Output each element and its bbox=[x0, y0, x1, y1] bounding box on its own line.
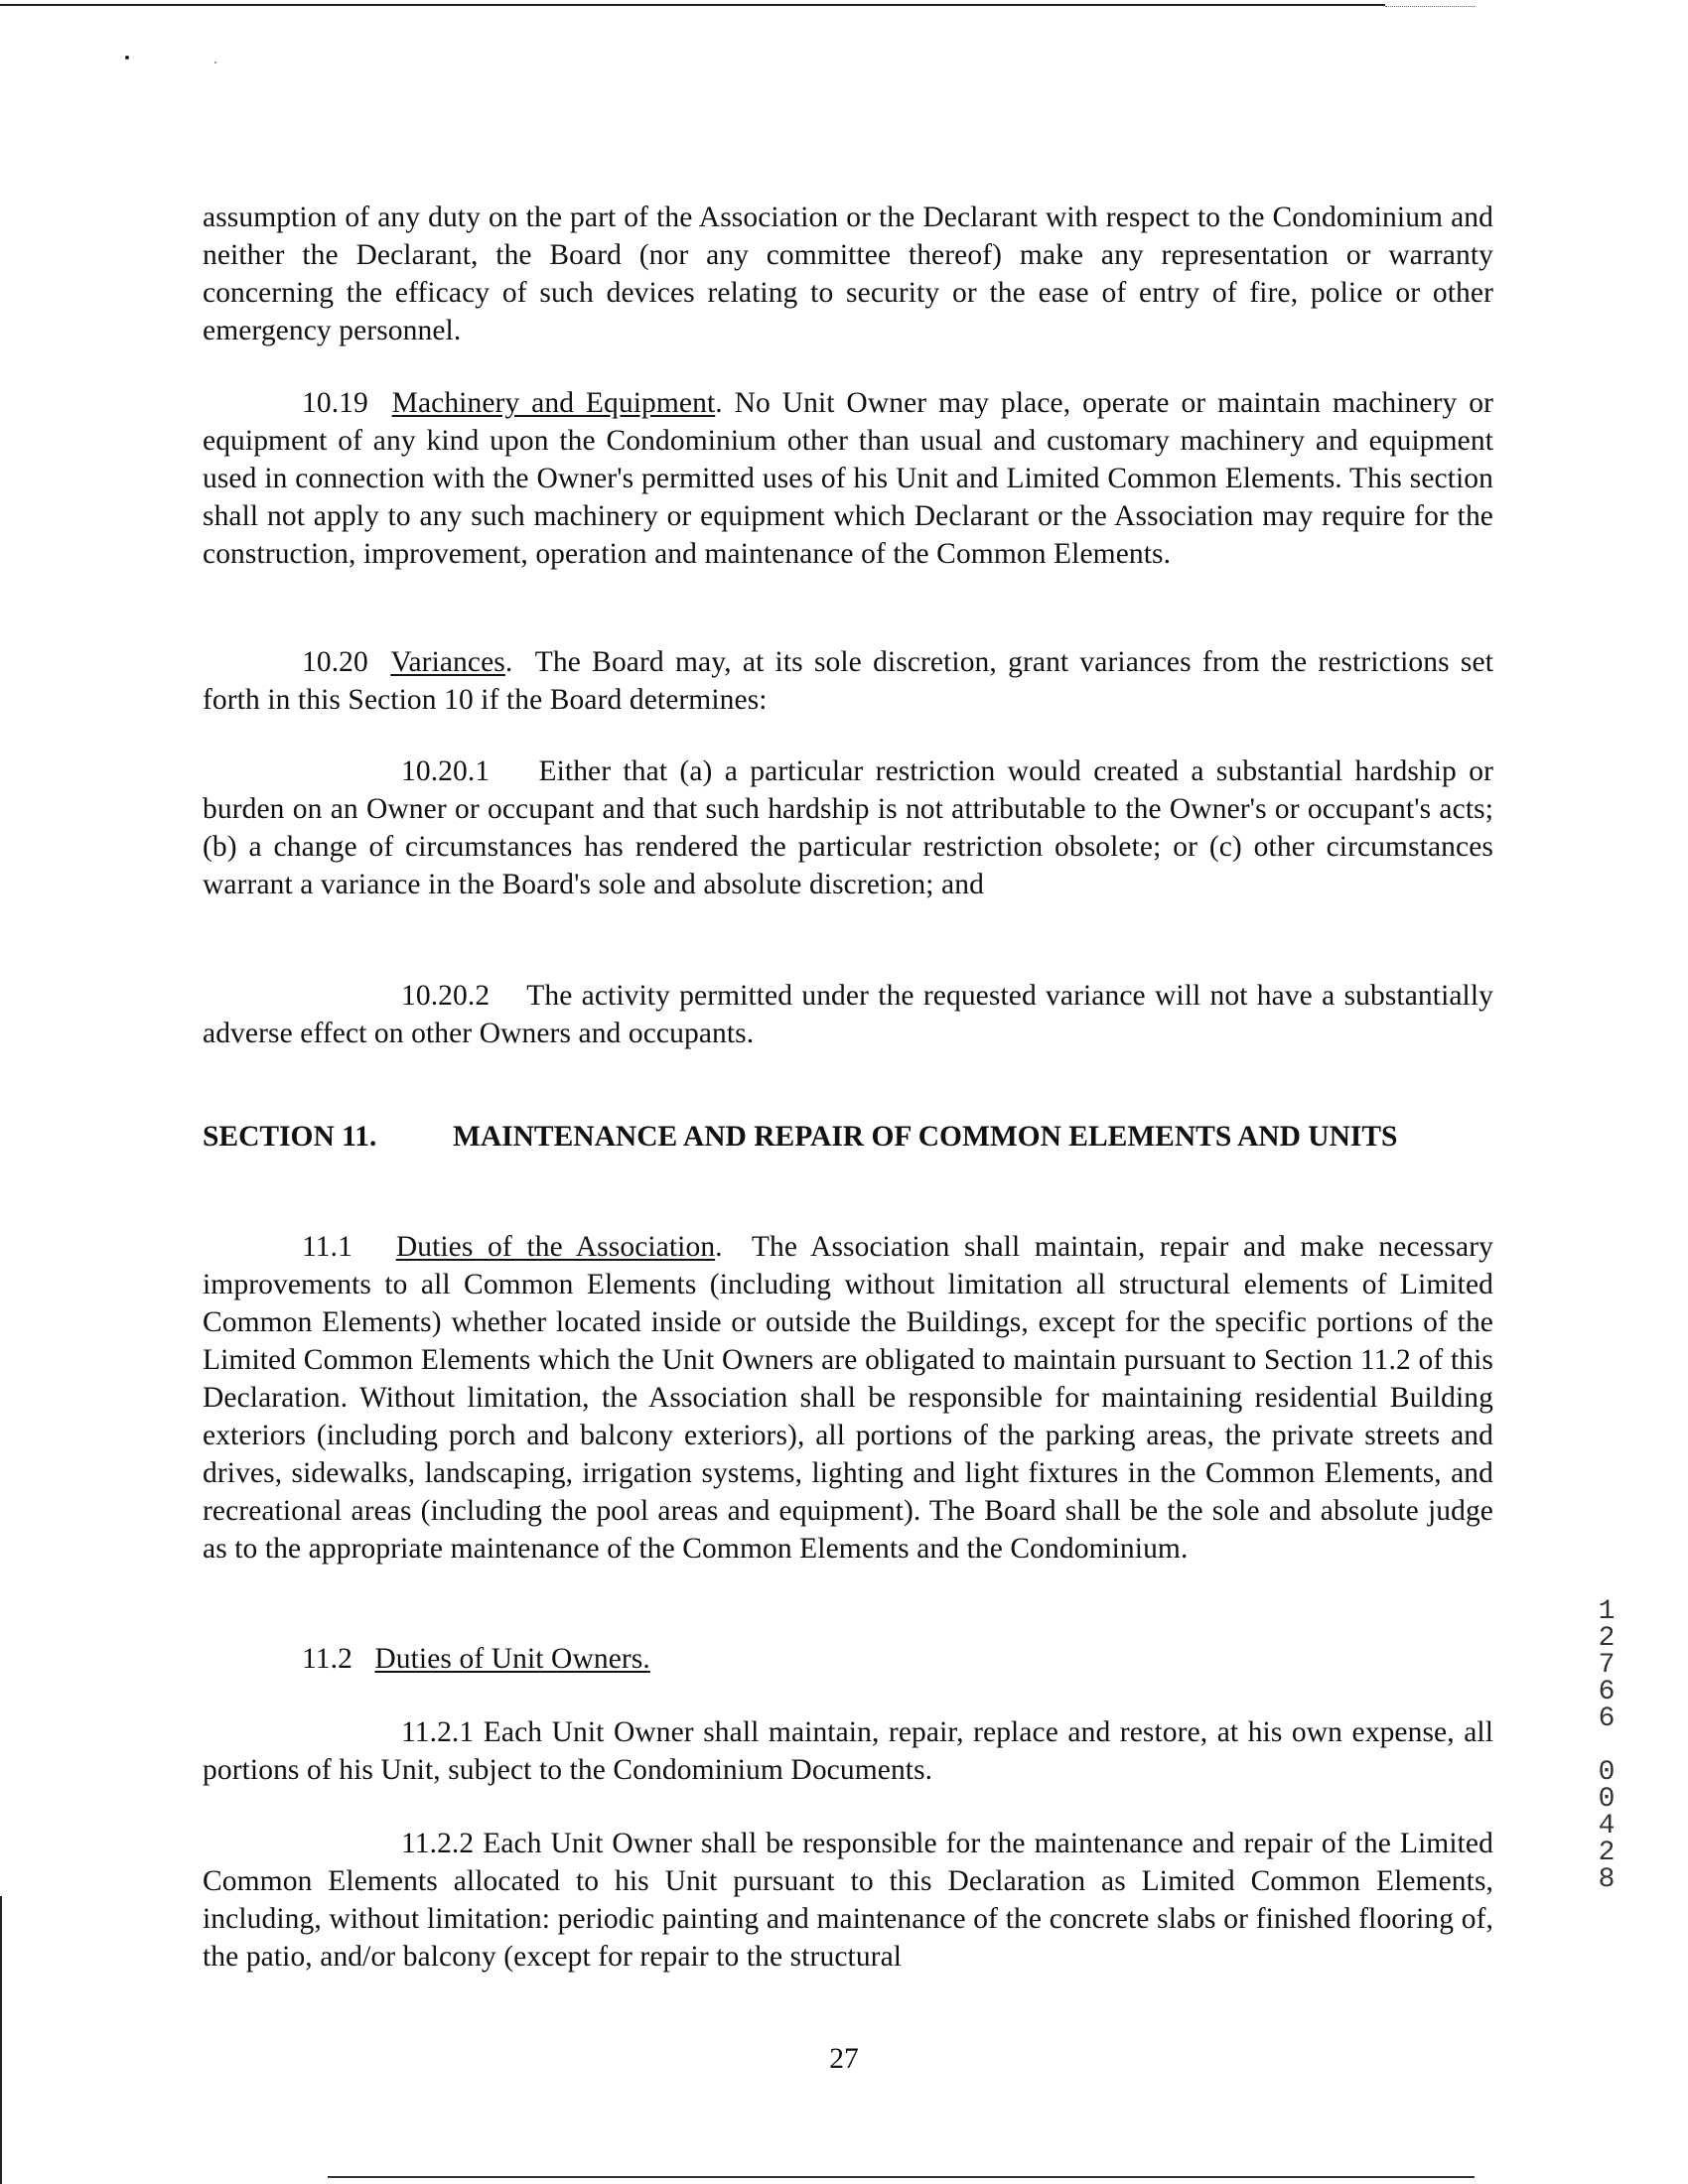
section-title: MAINTENANCE AND REPAIR OF COMMON ELEMENTS AND UNITS bbox=[453, 1121, 1398, 1153]
section-heading: Duties of the Association bbox=[395, 1231, 716, 1263]
section-label: SECTION 11. bbox=[203, 1121, 377, 1153]
section-number: 10.20.2 bbox=[401, 980, 491, 1012]
section-heading: Variances bbox=[390, 646, 505, 678]
top-scan-border bbox=[0, 4, 1385, 6]
section-11-1-paragraph: 11.1 Duties of the Association. The Association shall maintain, repair and make necessary improvements to all Common Elements (including without limitation all structural elements of Limited Common Elements) whether located inside or outside the Buildings, except for the specific portions of the Limited Common Elements which the Unit Owners are obligated to maintain pursuant to Section 11.2 of this Declaration. Without limitation, the Association shall be responsible for maintaining residential Building exteriors (including porch and balcony exteriors), all portions of the parking areas, the private streets and drives, sidewalks, landscaping, irrigation systems, lighting and light fixtures in the Common Elements, and recreational areas (including the pool areas and equipment). The Board shall be the sole and absolute judge as to the appropriate maintenance of the Common Elements and the Condominium. bbox=[203, 1231, 1493, 1565]
section-heading: Duties of Unit Owners. bbox=[374, 1643, 650, 1675]
paragraph-text: No Unit Owner may place, operate or maintain machinery or equipment of any kind upon the Condominium other than usual and customary machinery and equipment used in connection with the Owner's permitted uses of his Unit and Limited Common Elements. This section shall not apply to any such machinery or equipment which Declarant or the Association may require for the construction, improvement, operation and maintenance of the Common Elements. bbox=[203, 387, 1494, 570]
paragraph-text: assumption of any duty on the part of the Association or the Declarant with respect to the Condominium and neither the Declarant, the Board (nor any committee thereof) make any representation or warranty concerning the efficacy of such devices relating to security or the ease of entry of fire, police or other emergency personnel. bbox=[203, 202, 1493, 346]
scan-speck bbox=[214, 62, 216, 64]
section-number: 10.20.1 bbox=[401, 755, 491, 787]
section-10-19-paragraph: 10.19 Machinery and Equipment. No Unit Owner may place, operate or maintain machinery or equipment of any kind upon the Condominium other than usual and customary machinery and equipment used in connection with the Owner's permitted uses of his Unit and Limited Common Elements. This section shall not apply to any such machinery or equipment which Declarant or the Association may require for the construction, improvement, operation and maintenance of the Common Elements. bbox=[203, 387, 1494, 570]
continuation-paragraph bbox=[203, 199, 1493, 349]
section-number: 10.20 bbox=[302, 646, 368, 678]
scan-speck bbox=[125, 56, 129, 60]
section-10-20-paragraph: 10.20 Variances. The Board may, at its sole discretion, grant variances from the restrictions set forth in this Section 10 if the Board determines: bbox=[203, 646, 1494, 716]
section-11-2-2-paragraph bbox=[203, 1825, 1493, 1976]
section-number: 11.2.1 bbox=[401, 1716, 475, 1748]
paragraph-text: The Board may, at its sole discretion, grant variances from the restrictions set forth in this Section 10 if the Board determines: bbox=[203, 646, 1494, 716]
left-scan-border bbox=[0, 1896, 2, 2184]
section-11-2-1-paragraph bbox=[203, 1713, 1493, 1789]
bottom-scan-border bbox=[328, 2176, 1475, 2178]
section-number: 11.2.2 bbox=[401, 1828, 475, 1859]
paragraph-text: The Association shall maintain, repair and make necessary improvements to all Common Elements (including without limitation all structural elements of Limited Common Elements) whether located inside or outside the Buildings, except for the specific portions of the Limited Common Elements which the Unit Owners are obligated to maintain pursuant to Section 11.2 of this Declaration. Without limitation, the Association shall be responsible for maintaining residential Building exteriors (including porch and balcony exteriors), all portions of the parking areas, the private streets and drives, sidewalks, landscaping, irrigation systems, lighting and light fixtures in the Common Elements, and recreational areas (including the pool areas and equipment). The Board shall be the sole and absolute judge as to the appropriate maintenance of the Common Elements and the Condominium. bbox=[203, 1231, 1493, 1565]
section-number: 11.2 bbox=[302, 1643, 352, 1675]
paragraph-text: Either that (a) a particular restriction would created a substantial hardship or burden on an Owner or occupant and that such hardship is not attributable to the Owner's or occupant's acts; (b) a change of circumstances has rendered the particular restriction obsolete; or (c) other circumstances warrant a variance in the Board's sole and absolute discretion; and bbox=[203, 755, 1493, 900]
stamp-page-number: 00428 bbox=[1598, 1757, 1616, 1895]
paragraph-text: Each Unit Owner shall maintain, repair, replace and restore, at his own expense, all portions of his Unit, subject to the Condominium Documents. bbox=[203, 1716, 1493, 1786]
paragraph-text: Each Unit Owner shall be responsible for the maintenance and repair of the Limited Common Elements allocated to his Unit pursuant to this Declaration as Limited Common Elements, including, without limitation: periodic painting and maintenance of the concrete slabs or finished flooring of, the patio, and/or balcony (except for repair to the structural bbox=[203, 1828, 1493, 1973]
section-number: 11.1 bbox=[302, 1231, 352, 1263]
page-number: 27 bbox=[829, 2043, 859, 2075]
section-10-20-2-paragraph bbox=[203, 977, 1493, 1052]
paragraph-text: The activity permitted under the requested variance will not have a substantially adverse effect on other Owners and occupants. bbox=[203, 980, 1493, 1049]
section-11-2-paragraph bbox=[203, 1640, 1493, 1678]
section-10-20-1-paragraph bbox=[203, 752, 1493, 903]
section-heading: Machinery and Equipment bbox=[391, 387, 716, 419]
stamp-book-number: 12766 bbox=[1598, 1596, 1616, 1734]
top-scan-border-tail bbox=[1385, 6, 1475, 7]
section-number: 10.19 bbox=[302, 387, 368, 419]
recording-stamp bbox=[1587, 1598, 1626, 1893]
